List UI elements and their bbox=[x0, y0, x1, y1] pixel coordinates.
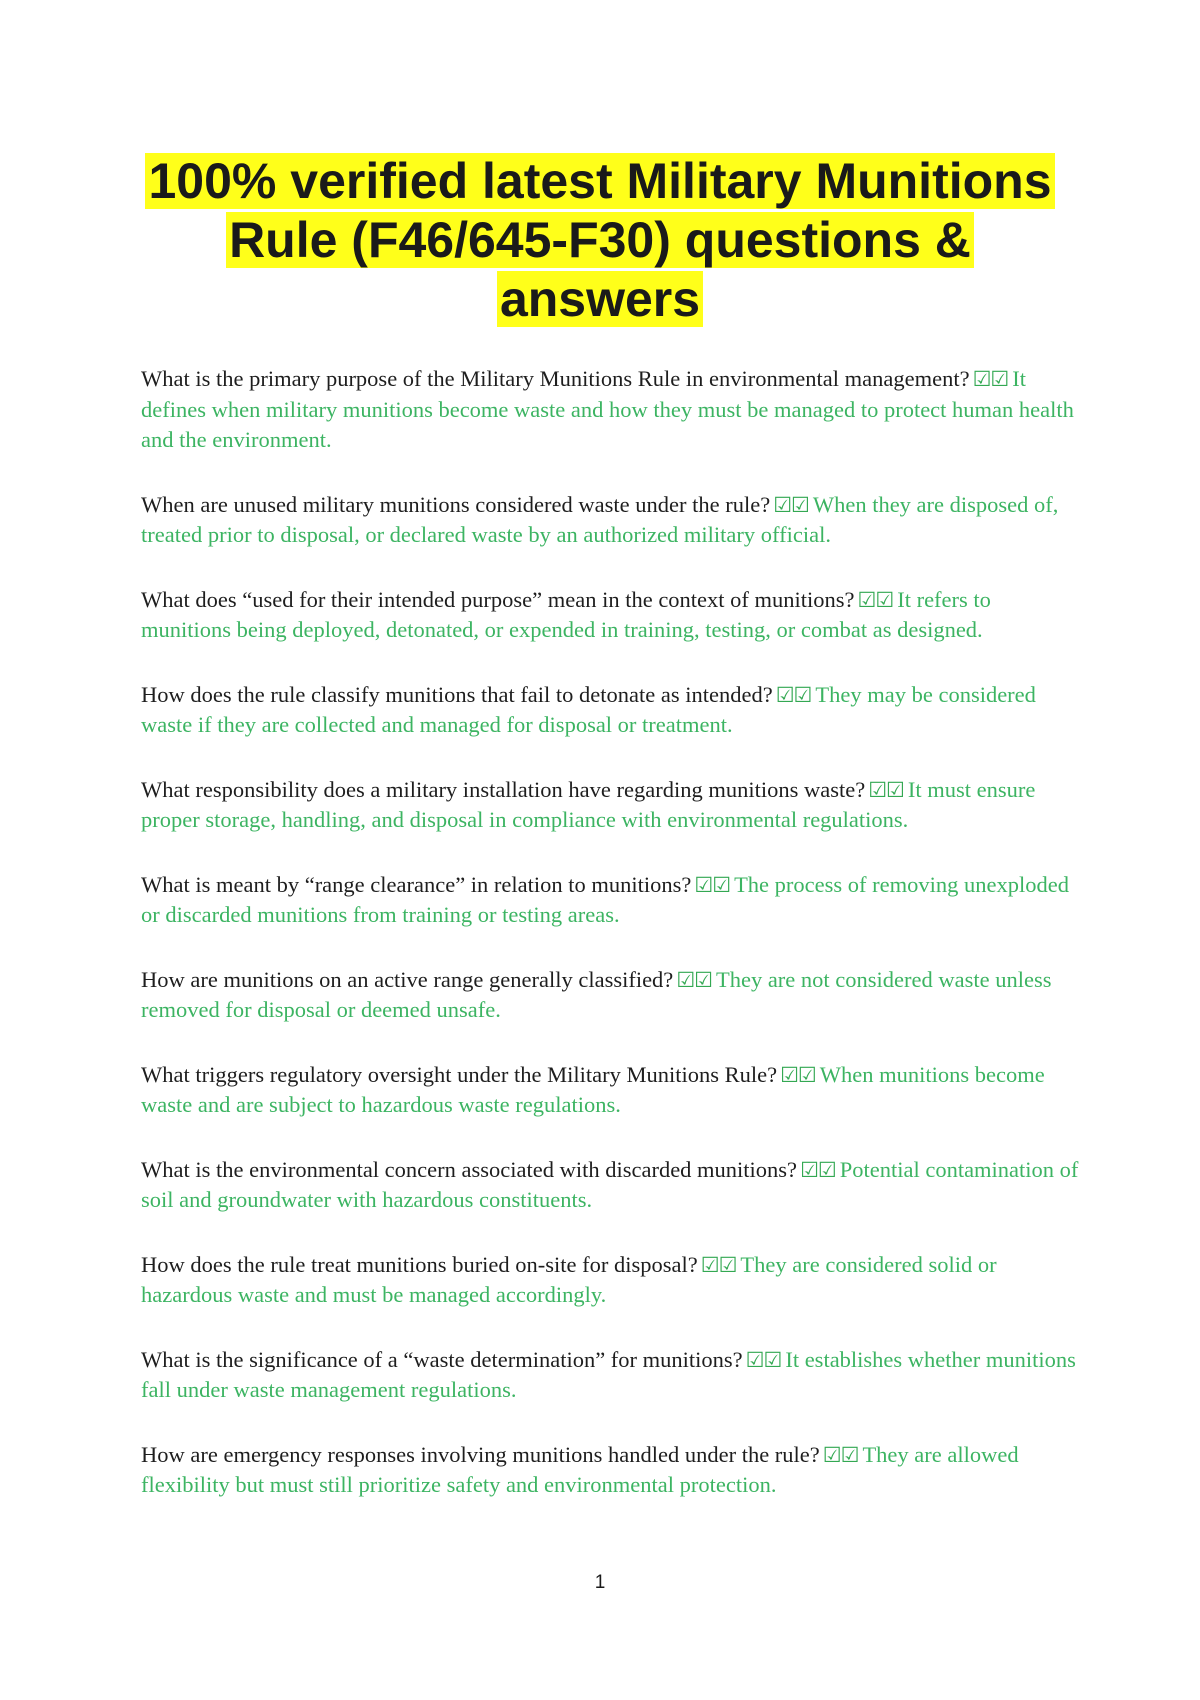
double-check-icon: ☑☑ bbox=[972, 367, 1009, 391]
question-text: What responsibility does a military installation have regarding munitions waste? bbox=[141, 776, 866, 802]
question-text: How are emergency responses involving munitions handled under the rule? bbox=[141, 1441, 820, 1467]
double-check-icon: ☑☑ bbox=[700, 1252, 737, 1277]
double-check-icon: ☑☑ bbox=[694, 872, 731, 897]
title-line: Rule (F46/645-F30) questions & bbox=[100, 211, 1100, 270]
double-check-icon: ☑☑ bbox=[800, 1157, 836, 1182]
page-number: 1 bbox=[594, 1572, 606, 1593]
double-check-icon: ☑☑ bbox=[857, 587, 894, 612]
question-text: What is the significance of a “waste determination” for munitions? bbox=[141, 1346, 743, 1372]
double-check-icon: ☑☑ bbox=[745, 1347, 782, 1372]
document-title bbox=[100, 152, 1100, 329]
question-text: What is meant by “range clearance” in relation to munitions? bbox=[141, 871, 692, 897]
title-line: 100% verified latest Military Munitions bbox=[100, 152, 1100, 211]
question-text: How are munitions on an active range generally classified? bbox=[141, 966, 674, 992]
double-check-icon: ☑☑ bbox=[676, 967, 712, 992]
question-text: How does the rule classify munitions that fail to detonate as intended? bbox=[141, 681, 773, 707]
question-text: When are unused military munitions considered waste under the rule? bbox=[141, 491, 771, 517]
qa-item bbox=[141, 1155, 1081, 1216]
question-text: What does “used for their intended purpose” mean in the context of munitions? bbox=[141, 586, 855, 612]
qa-item bbox=[141, 775, 1081, 836]
qa-item bbox=[141, 1060, 1081, 1121]
double-check-icon: ☑☑ bbox=[822, 1442, 859, 1467]
answer-text: It must ensure proper storage, handling, and disposal in compliance with environmental regulations. bbox=[141, 776, 1036, 832]
answer-text: It establishes whether munitions fall under waste management regulations. bbox=[141, 1346, 1076, 1402]
answer-text: They are allowed flexibility but must still prioritize safety and environmental protection. bbox=[141, 1441, 1019, 1497]
double-check-icon: ☑☑ bbox=[775, 682, 812, 707]
qa-item bbox=[141, 490, 1081, 551]
answer-text: They may be considered waste if they are collected and managed for disposal or treatment. bbox=[141, 681, 1036, 737]
qa-item bbox=[141, 1440, 1081, 1501]
answer-text: When munitions become waste and are subject to hazardous waste regulations. bbox=[141, 1061, 1045, 1117]
double-check-icon: ☑☑ bbox=[773, 492, 809, 517]
question-text: What is the primary purpose of the Military Munitions Rule in environmental management? bbox=[141, 366, 970, 391]
qa-item bbox=[141, 965, 1081, 1026]
qa-item bbox=[141, 585, 1081, 646]
qa-item bbox=[141, 1345, 1081, 1406]
double-check-icon: ☑☑ bbox=[868, 777, 904, 802]
question-text: How does the rule treat munitions buried on-site for disposal? bbox=[141, 1251, 698, 1277]
answer-text: When they are disposed of, treated prior to disposal, or declared waste by an authorized military official. bbox=[141, 491, 1059, 547]
qa-item bbox=[141, 364, 1081, 456]
qa-item bbox=[141, 870, 1081, 931]
answer-text: The process of removing unexploded or discarded munitions from training or testing areas. bbox=[141, 871, 1069, 927]
answer-text: They are considered solid or hazardous waste and must be managed accordingly. bbox=[141, 1251, 997, 1307]
qa-list bbox=[141, 364, 1081, 1535]
qa-item bbox=[141, 1250, 1081, 1311]
double-check-icon: ☑☑ bbox=[780, 1062, 816, 1087]
answer-text: They are not considered waste unless removed for disposal or deemed unsafe. bbox=[141, 966, 1052, 1022]
question-text: What is the environmental concern associated with discarded munitions? bbox=[141, 1156, 798, 1182]
title-line: answers bbox=[100, 270, 1100, 329]
answer-text: It defines when military munitions become waste and how they must be managed to protect human health and the environment. bbox=[141, 366, 1074, 452]
qa-item bbox=[141, 680, 1081, 741]
question-text: What triggers regulatory oversight under the Military Munitions Rule? bbox=[141, 1061, 778, 1087]
answer-text: It refers to munitions being deployed, detonated, or expended in training, testing, or combat as designed. bbox=[141, 586, 991, 642]
answer-text: Potential contamination of soil and groundwater with hazardous constituents. bbox=[141, 1156, 1079, 1212]
